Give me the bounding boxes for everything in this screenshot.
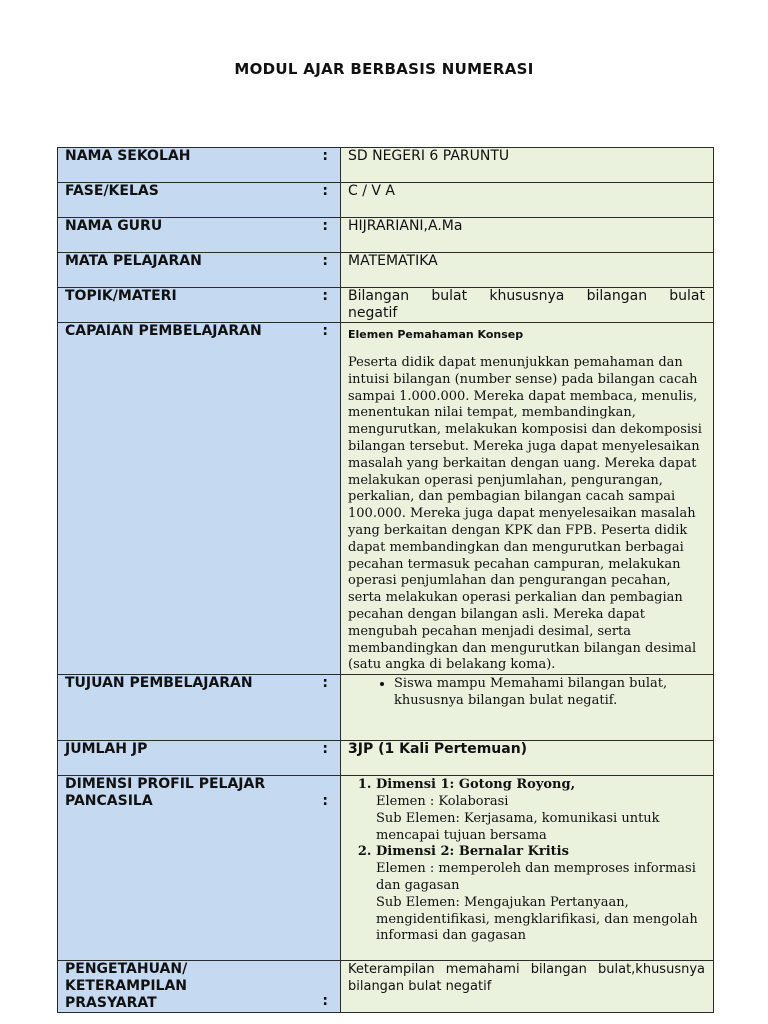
label-cell: [58, 323, 341, 675]
label-cell: [58, 288, 341, 323]
label-topik-materi: TOPIK/MATERI: [65, 288, 177, 304]
colon: :: [322, 993, 328, 1010]
colon: :: [322, 741, 328, 758]
label-cell: [58, 218, 341, 253]
label-cell: [58, 148, 341, 183]
value-tujuan-pembelajaran: [341, 675, 714, 741]
label-nama-guru: NAMA GURU: [65, 218, 163, 234]
value-fase-kelas: C / V A: [341, 183, 714, 218]
colon: :: [322, 675, 328, 692]
table-row: [58, 148, 714, 183]
table-row: [58, 323, 714, 675]
label-cell: [58, 675, 341, 741]
dimensi-elemen: Elemen : Kolaborasi: [376, 793, 509, 809]
colon: :: [322, 793, 328, 810]
label-fase-kelas: FASE/KELAS: [65, 183, 159, 199]
dimensi-elemen: Elemen : memperoleh dan memproses informasi dan gagasan: [376, 861, 696, 893]
prasyarat-line-1: Keterampilan memahami bilangan bulat,khususnya: [348, 962, 705, 978]
value-dimensi-profil: [341, 776, 714, 961]
colon: :: [322, 183, 328, 199]
table-row: [58, 741, 714, 776]
label-tujuan-pembelajaran: TUJUAN PEMBELAJARAN: [65, 675, 253, 692]
colon: :: [322, 288, 328, 304]
table-row: [58, 218, 714, 253]
label-cell: [58, 961, 341, 1013]
value-nama-guru: HIJRARIANI,A.Ma: [341, 218, 714, 253]
label-cell: [58, 741, 341, 776]
value-pengetahuan-prasyarat: [341, 961, 714, 1013]
tujuan-list: [348, 676, 705, 710]
label-cell: [58, 776, 341, 961]
dimensi-title: Dimensi 2: Bernalar Kritis: [376, 844, 569, 860]
list-item: [376, 844, 705, 945]
label-cell: [58, 183, 341, 218]
value-mata-pelajaran: MATEMATIKA: [341, 253, 714, 288]
label-capaian-pembelajaran: CAPAIAN PEMBELAJARAN: [65, 323, 262, 339]
prasyarat-line-2: bilangan bulat negatif: [348, 979, 492, 995]
list-item: • Siswa mampu Memahami bilangan bulat, khususnya bilangan bulat negatif.: [394, 676, 705, 710]
value-jumlah-jp: 3JP (1 Kali Pertemuan): [341, 741, 714, 776]
colon: :: [322, 323, 328, 339]
value-capaian-pembelajaran: [341, 323, 714, 675]
label-jumlah-jp: JUMLAH JP: [65, 741, 148, 758]
list-item: [376, 777, 705, 844]
label-dimensi-profil: DIMENSI PROFIL PELAJAR PANCASILA: [65, 776, 266, 810]
table-row: [58, 288, 714, 323]
colon: :: [322, 253, 328, 269]
capaian-text: Peserta didik dapat menunjukkan pemahaman dan intuisi bilangan (number sense) pada bilangan cacah sampai 1.000.000. Mereka dapat membaca, menulis, menentukan nilai tempat, membandingkan, mengurutkan, melakukan komposisi dan dekomposisi bilangan tersebut. Mereka juga dapat menyelesaikan masalah yang berkaitan dengan uang. Mereka dapat melakukan operasi penjumlahan, pengurangan, perkalian, dan pembagian bilangan cacah sampai 100.000. Mereka juga dapat menyelesaikan masalah yang berkaitan dengan KPK dan FPB. Peserta didik dapat membandingkan dan mengurutkan berbagai pecahan termasuk pecahan campuran, melakukan operasi penjumlahan dan pengurangan pecahan, serta melakukan operasi perkalian dan pembagian pecahan dengan bilangan asli. Mereka dapat mengubah pecahan menjadi desimal, serta membandingkan dan mengurutkan bilangan desimal (satu angka di belakang koma).: [348, 355, 702, 673]
label-cell: [58, 253, 341, 288]
colon: :: [322, 148, 328, 164]
label-mata-pelajaran: MATA PELAJARAN: [65, 253, 202, 269]
table-row: [58, 183, 714, 218]
dimensi-sub-elemen: Sub Elemen: Mengajukan Pertanyaan, mengidentifikasi, mengklarifikasi, dan mengolah informasi dan gagasan: [376, 894, 698, 944]
value-nama-sekolah: SD NEGERI 6 PARUNTU: [341, 148, 714, 183]
document-title: MODUL AJAR BERBASIS NUMERASI: [234, 60, 534, 78]
capaian-heading: Elemen Pemahaman Konsep: [348, 328, 524, 341]
value-topik-materi: [341, 288, 714, 323]
topik-line-1: Bilangan bulat khususnya bilangan bulat: [348, 288, 705, 304]
table-row: [58, 776, 714, 961]
dimensi-title: Dimensi 1: Gotong Royong,: [376, 777, 576, 793]
dimensi-sub-elemen: Sub Elemen: Kerjasama, komunikasi untuk mencapai tujuan bersama: [376, 810, 660, 843]
topik-line-2: negatif: [348, 305, 398, 321]
label-pengetahuan-prasyarat: PENGETAHUAN/ KETERAMPILAN PRASYARAT: [65, 961, 188, 1012]
module-table: [57, 147, 714, 1013]
colon: :: [322, 218, 328, 234]
label-nama-sekolah: NAMA SEKOLAH: [65, 148, 191, 164]
table-row: [58, 253, 714, 288]
table-row: [58, 675, 714, 741]
dimensi-list: [348, 777, 705, 945]
table-row: [58, 961, 714, 1013]
